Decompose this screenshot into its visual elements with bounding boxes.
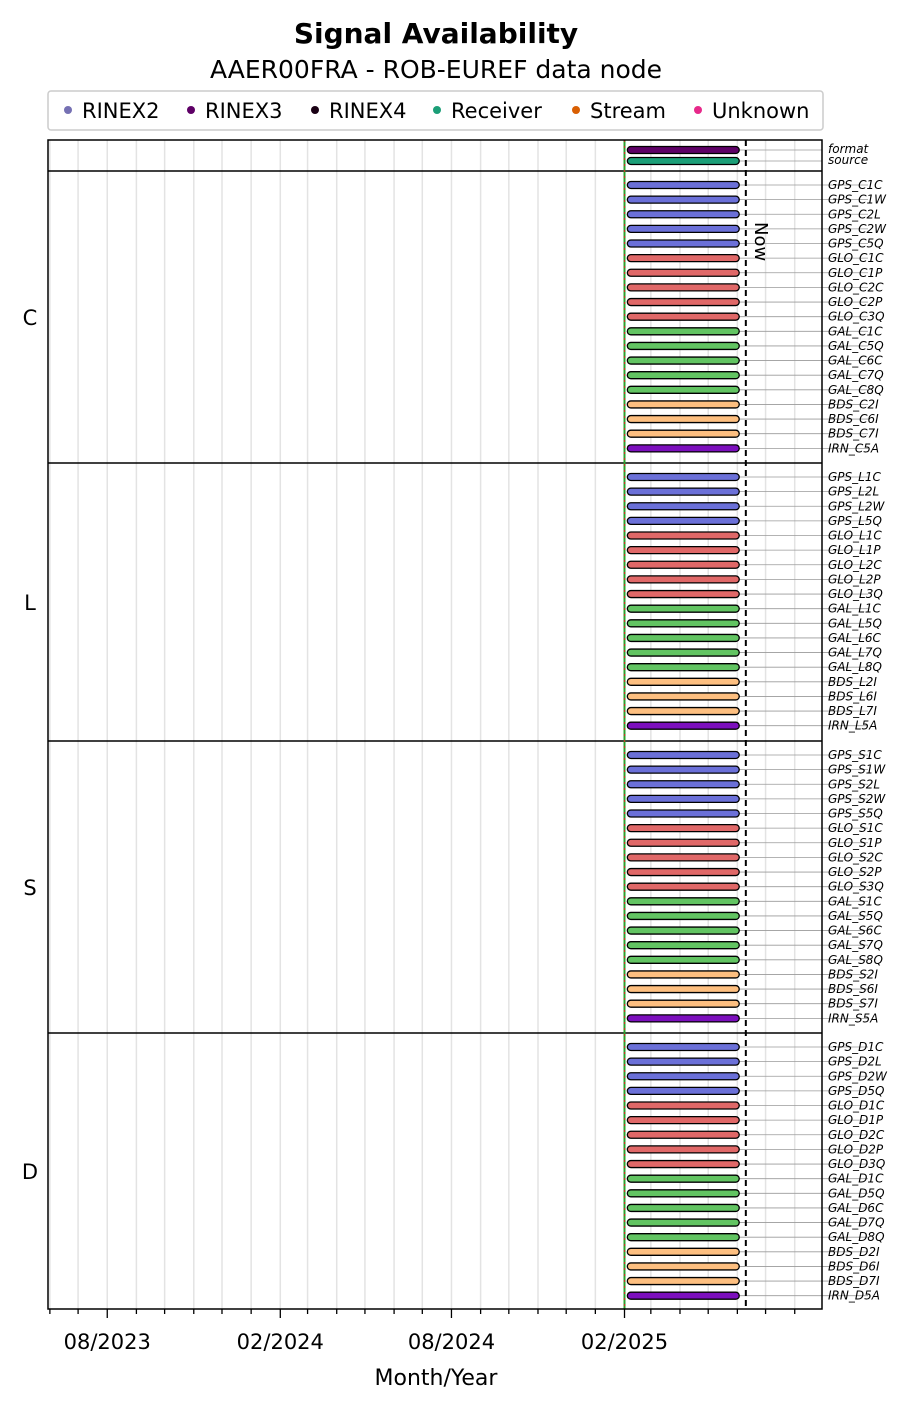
x-tick-label: 08/2023	[63, 1330, 151, 1354]
signal-bar	[627, 445, 739, 452]
chart-subtitle: AAER00FRA - ROB-EUREF data node	[209, 55, 663, 84]
signal-bar	[627, 1102, 739, 1109]
signal-bar	[627, 1117, 739, 1124]
row-label: GAL_L7Q	[828, 645, 882, 660]
signal-bar	[627, 357, 739, 364]
signal-bar	[627, 372, 739, 379]
signal-bar	[627, 839, 739, 846]
signal-bar	[627, 1278, 739, 1285]
chart-title: Signal Availability	[293, 17, 579, 50]
row-label: GAL_C8Q	[828, 382, 884, 397]
signal-bar	[627, 1234, 739, 1241]
row-label: GPS_S1W	[828, 762, 886, 777]
row-label: GAL_S6C	[828, 923, 882, 938]
signal-bar	[627, 1219, 739, 1226]
signal-bar	[627, 620, 739, 627]
signal-bar	[627, 942, 739, 949]
row-label: BDS_S7I	[828, 996, 878, 1011]
signal-bar	[627, 416, 739, 423]
signal-bar	[627, 722, 739, 729]
signal-bar	[627, 342, 739, 349]
row-label: GPS_S2L	[828, 777, 881, 792]
signal-bar	[627, 971, 739, 978]
signal-bar	[627, 1248, 739, 1255]
signal-bar	[627, 1000, 739, 1007]
meta-label: format	[828, 142, 869, 156]
signal-bar	[627, 898, 739, 905]
row-label: GLO_S1C	[828, 821, 883, 836]
row-label: BDS_L6I	[828, 689, 877, 704]
row-label: IRN_L5A	[828, 718, 878, 733]
row-label: IRN_C5A	[828, 441, 880, 456]
signal-bar	[627, 912, 739, 919]
row-label: GPS_D5Q	[828, 1083, 885, 1098]
row-label: GLO_C2C	[828, 280, 884, 295]
row-label: GPS_D2L	[828, 1054, 882, 1069]
row-label: GAL_C1C	[828, 324, 883, 339]
legend	[48, 91, 823, 130]
signal-bar	[627, 328, 739, 335]
row-label: GPS_C1C	[828, 178, 883, 192]
signal-bar	[627, 503, 739, 510]
signal-bar	[627, 182, 739, 189]
legend-marker	[187, 106, 195, 114]
signal-bar	[627, 225, 739, 232]
row-label: GLO_S1P	[828, 835, 882, 850]
signal-bar	[627, 854, 739, 861]
signal-bar	[627, 1263, 739, 1270]
signal-bar	[627, 430, 739, 437]
row-label: GAL_L6C	[828, 630, 881, 645]
row-label: GLO_S2P	[828, 865, 882, 880]
row-label: BDS_D6I	[828, 1259, 880, 1274]
signal-bar	[627, 664, 739, 671]
signal-bar	[627, 766, 739, 773]
row-label: GPS_L5Q	[828, 513, 882, 528]
group-label-D: D	[21, 1160, 39, 1184]
legend-label: RINEX2	[82, 99, 160, 123]
signal-bar	[627, 1292, 739, 1299]
signal-bar	[627, 927, 739, 934]
signal-bar	[627, 284, 739, 291]
row-label: BDS_D7I	[828, 1274, 880, 1289]
row-label: GPS_C2W	[828, 221, 887, 236]
signal-bar	[627, 269, 739, 276]
row-label: GAL_C6C	[828, 353, 883, 368]
signal-bar	[627, 1131, 739, 1138]
signal-bar	[627, 1044, 739, 1051]
signal-bar	[627, 255, 739, 262]
row-label: GLO_L2C	[828, 557, 882, 572]
signal-bar	[627, 986, 739, 993]
row-label: GPS_L1C	[828, 470, 881, 484]
row-label: GLO_L1P	[828, 543, 881, 558]
plot-area	[22, 140, 888, 1354]
signal-bar	[627, 956, 739, 963]
signal-bar	[627, 1073, 739, 1080]
signal-bar	[627, 386, 739, 393]
signal-bar	[627, 634, 739, 641]
signal-bar	[627, 474, 739, 481]
signal-bar	[627, 532, 739, 539]
row-label: GAL_S1C	[828, 894, 882, 909]
row-label: GAL_D6C	[828, 1200, 884, 1215]
row-label: GAL_D7Q	[828, 1215, 885, 1230]
row-label: GAL_C7Q	[828, 368, 884, 383]
row-label: GAL_D8Q	[828, 1230, 885, 1245]
row-label: GAL_L8Q	[828, 660, 882, 675]
row-label: GLO_C3Q	[828, 309, 885, 324]
signal-bar	[627, 605, 739, 612]
row-label: GAL_D1C	[828, 1171, 884, 1186]
signal-bar	[627, 752, 739, 759]
row-label: GPS_S5Q	[828, 806, 883, 821]
row-label: GAL_C5Q	[828, 338, 884, 353]
row-label: GAL_S5Q	[828, 908, 883, 923]
legend-marker	[433, 106, 441, 114]
row-label: GAL_S7Q	[828, 938, 883, 953]
row-label: GPS_C5Q	[828, 236, 884, 251]
row-label: GPS_C1W	[828, 192, 887, 207]
row-label: GPS_S2W	[828, 791, 886, 806]
signal-bar	[627, 825, 739, 832]
meta-bar-format	[627, 147, 739, 154]
row-label: BDS_C7I	[828, 426, 879, 441]
now-label: Now	[749, 222, 771, 262]
row-label: GPS_S1C	[828, 748, 882, 762]
row-label: GAL_L5Q	[828, 616, 882, 631]
legend-label: Unknown	[712, 99, 810, 123]
legend-label: Receiver	[451, 99, 542, 123]
row-label: BDS_C2I	[828, 397, 879, 412]
row-label: IRN_D5A	[828, 1288, 880, 1303]
row-label: BDS_S6I	[828, 982, 878, 997]
signal-bar	[627, 401, 739, 408]
signal-bar	[627, 795, 739, 802]
row-label: GAL_L1C	[828, 601, 881, 616]
row-label: GPS_L2L	[828, 484, 880, 499]
row-label: GLO_S3Q	[828, 879, 884, 894]
row-label: BDS_D2I	[828, 1244, 880, 1259]
signal-bar	[627, 1190, 739, 1197]
x-tick-label: 02/2024	[236, 1330, 324, 1354]
row-label: GLO_S2C	[828, 850, 883, 865]
signal-bar	[627, 313, 739, 320]
legend-marker	[572, 106, 580, 114]
signal-bar	[627, 196, 739, 203]
signal-bar	[627, 576, 739, 583]
row-label: GLO_L3Q	[828, 587, 883, 602]
signal-bar	[627, 211, 739, 218]
row-label: GLO_D3Q	[828, 1157, 886, 1172]
row-label: GLO_L1C	[828, 528, 882, 543]
legend-label: RINEX4	[329, 99, 407, 123]
row-label: GLO_L2P	[828, 572, 881, 587]
row-label: GLO_D1P	[828, 1113, 884, 1128]
x-tick-label: 02/2025	[580, 1330, 669, 1354]
signal-bar	[627, 883, 739, 890]
legend-marker	[64, 106, 72, 114]
signal-bar	[627, 488, 739, 495]
signal-bar	[627, 781, 739, 788]
signal-bar	[627, 561, 739, 568]
row-label: GLO_D2C	[828, 1127, 885, 1142]
row-label: GPS_C2L	[828, 207, 881, 222]
legend-label: RINEX3	[205, 99, 283, 123]
signal-bar	[627, 299, 739, 306]
group-label-S: S	[23, 876, 37, 900]
signal-bar	[627, 1058, 739, 1065]
signal-bar	[627, 1204, 739, 1211]
row-label: BDS_L7I	[828, 704, 877, 719]
legend-marker	[694, 106, 702, 114]
row-label: BDS_L2I	[828, 674, 877, 689]
signal-bar	[627, 1146, 739, 1153]
row-label: GLO_C1P	[828, 265, 883, 280]
x-tick-label: 08/2024	[407, 1330, 496, 1354]
row-label: GLO_D2P	[828, 1142, 884, 1157]
row-label: GLO_C2P	[828, 295, 883, 310]
meta-label: source	[828, 153, 869, 167]
signal-bar	[627, 240, 739, 247]
x-axis-label: Month/Year	[374, 1366, 498, 1391]
group-label-C: C	[22, 306, 38, 330]
signal-bar	[627, 517, 739, 524]
signal-bar	[627, 810, 739, 817]
signal-bar	[627, 869, 739, 876]
signal-bar	[627, 678, 739, 685]
signal-bar	[627, 1015, 739, 1022]
row-label: GPS_L2W	[828, 499, 885, 514]
row-label: BDS_S2I	[828, 967, 878, 982]
row-label: IRN_S5A	[828, 1011, 879, 1026]
signal-bar	[627, 1175, 739, 1182]
signal-bar	[627, 1161, 739, 1168]
signal-bar	[627, 591, 739, 598]
signal-bar	[627, 708, 739, 715]
signal-bar	[627, 693, 739, 700]
signal-bar	[627, 547, 739, 554]
meta-bar-source	[627, 158, 739, 165]
legend-label: Stream	[590, 99, 666, 123]
row-label: GPS_D1C	[828, 1040, 884, 1054]
signal-bar	[627, 649, 739, 656]
row-label: GAL_D5Q	[828, 1186, 885, 1201]
row-label: GAL_S8Q	[828, 952, 883, 967]
row-label: BDS_C6I	[828, 412, 879, 427]
legend-marker	[311, 106, 319, 114]
row-label: GPS_D2W	[828, 1069, 887, 1084]
row-label: GLO_C1C	[828, 251, 884, 266]
group-label-L: L	[24, 591, 36, 615]
signal-bar	[627, 1087, 739, 1094]
row-label: GLO_D1C	[828, 1098, 885, 1113]
